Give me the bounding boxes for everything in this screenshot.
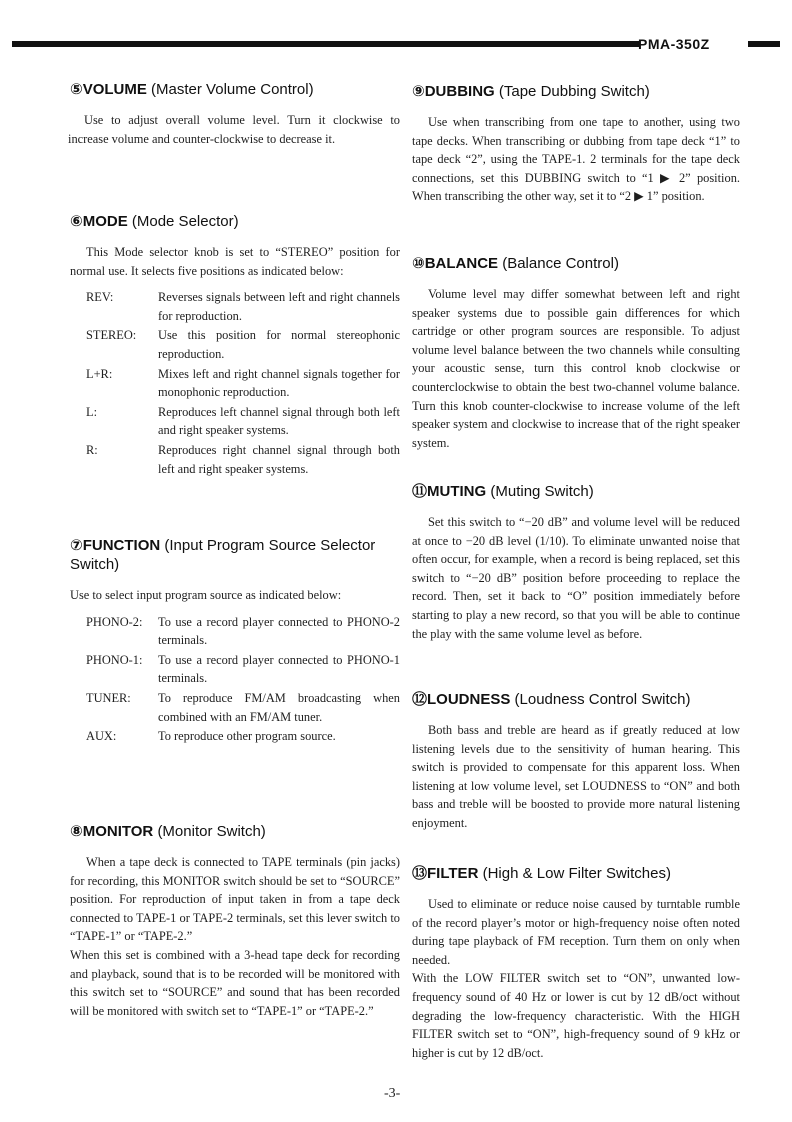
section-number: ⑨: [412, 83, 425, 100]
section-title: MUTING: [427, 483, 487, 500]
section-body: Set this switch to “−20 dB” and volume level will be reduced at once to −20 dB level (1/10). To eliminate unwanted noise that often occur, for example, when a record is being replaced, set this switch to “−20 dB” position before proceeding to replace the record. Then, set it back to “O” position immediately before starting to play a new record, so that you will be able to continue the play with the same volume level as before.: [412, 515, 740, 641]
item-term: STEREO:: [86, 328, 137, 343]
section-muting: [412, 482, 740, 643]
section-body: When this set is combined with a 3-head tape deck for recording and playback, sound that is to be recorded will be monitored with this switch set to “SOURCE” and sound that has been recorded will be monitored with switch set to “TAPE-1” or “TAPE-2.”: [70, 947, 400, 1018]
section-body: Used to eliminate or reduce noise caused by turntable rumble of the record player’s motor or high-frequency noise often noted during tape playback of FM reception. Turn them on only when needed.: [412, 897, 740, 967]
section-subtitle: (Input Program Source Selector Switch): [70, 537, 376, 573]
section-heading: [412, 482, 740, 501]
section-balance: [412, 254, 740, 452]
list-item: [70, 441, 400, 479]
header-bar: [12, 36, 780, 52]
section-heading: [412, 82, 740, 101]
list-item: [70, 288, 400, 326]
section-subtitle: (Balance Control): [502, 255, 619, 272]
section-number: ⑫: [412, 691, 428, 708]
section-intro: This Mode selector knob is set to “STEREO” position for normal use. It selects five positions as indicated below:: [70, 245, 400, 278]
section-subtitle: (Master Volume Control): [151, 81, 314, 98]
item-desc: To use a record player connected to PHONO-1 terminals.: [158, 652, 400, 686]
function-list: [70, 613, 400, 747]
item-term: REV:: [86, 290, 114, 305]
section-heading: [70, 80, 400, 99]
section-body: With the LOW FILTER switch set to “ON”, unwanted low-frequency sound of 40 Hz or lower is cut by 12 dB/oct without degrading the low-frequency characteristic. With the HIGH FILTER switch set to “ON”, high-frequency sound of 9 kHz or higher is cut by 12 dB/oct.: [412, 971, 740, 1060]
section-number: ⑪: [412, 483, 428, 500]
section-body: Volume level may differ somewhat between left and right speaker systems due to possible gain differences for which cartridge or other program sources are responsible. To adjust volume level balance between the two channels while consulting your acoustic sense, turn this control knob clockwise or counterclockwise to obtain the best two-channel volume balance. Turn this knob counter-clockwise to increase volume of the left speaker system and clockwise to increase that of the right speaker system.: [412, 287, 740, 450]
section-mode: [70, 212, 400, 479]
header-rule: [12, 41, 640, 47]
section-subtitle: (Muting Switch): [490, 483, 594, 500]
section-number: ⑤: [70, 81, 83, 98]
section-subtitle: (Tape Dubbing Switch): [498, 83, 650, 100]
section-subtitle: (High & Low Filter Switches): [482, 865, 671, 882]
section-function: [70, 536, 400, 747]
section-body: Both bass and treble are heard as if greatly reduced at low listening levels due to the sensitivity of human hearing. This switch is provided to compensate for this apparent loss. When listening at low volume level, set LOUDNESS to “ON” and both bass and treble will be boosted to provide more natural listening enjoyment.: [412, 723, 740, 830]
section-number: ⑬: [412, 865, 428, 882]
item-desc: Use this position for normal stereophonic reproduction.: [158, 328, 400, 361]
section-heading: [70, 822, 400, 841]
section-title: MONITOR: [82, 823, 154, 840]
section-subtitle: (Loudness Control Switch): [514, 691, 691, 708]
mode-list: [70, 288, 400, 479]
list-item: [70, 365, 400, 403]
header-rule-end: [748, 41, 780, 47]
section-number: ⑧: [70, 823, 83, 840]
section-title: LOUDNESS: [427, 691, 511, 708]
section-subtitle: (Monitor Switch): [157, 823, 266, 840]
item-term: AUX:: [86, 729, 117, 744]
item-term: PHONO-1:: [86, 652, 143, 667]
page-number: -3-: [384, 1086, 401, 1101]
item-term: L:: [86, 404, 98, 419]
item-desc: To reproduce other program source.: [158, 729, 336, 744]
section-number: ⑥: [70, 213, 83, 230]
section-volume: [70, 80, 400, 148]
section-title: BALANCE: [424, 255, 499, 272]
item-term: TUNER:: [86, 690, 131, 705]
item-term: PHONO-2:: [86, 614, 143, 629]
section-heading: [70, 212, 400, 231]
section-intro: Use to select input program source as indicated below:: [70, 588, 342, 602]
section-heading: [70, 536, 380, 574]
section-title: FILTER: [427, 865, 479, 882]
list-item: [70, 326, 400, 364]
section-title: VOLUME: [82, 81, 147, 98]
section-filter: [412, 864, 740, 1062]
section-body: Use to adjust overall volume level. Turn it clockwise to increase volume and counter-clockwise to decrease it.: [68, 113, 400, 146]
section-title: DUBBING: [424, 83, 495, 100]
section-body: When a tape deck is connected to TAPE terminals (pin jacks) for recording, this MONITOR switch should be set to “SOURCE” position. For reproduction of input taken in from a tape deck connected to TAPE-1 or TAPE-2 terminals, set this lever switch to “TAPE-1” or “TAPE-2.”: [70, 855, 400, 944]
item-desc: To use a record player connected to PHONO-2 terminals.: [158, 614, 400, 648]
section-monitor: [70, 822, 400, 1020]
item-desc: To reproduce FM/AM broadcasting when combined with an FM/AM tuner.: [158, 690, 400, 724]
item-desc: Reproduces right channel signal through both left and right speaker systems.: [158, 442, 400, 476]
section-number: ⑩: [412, 255, 425, 272]
list-item: [70, 689, 400, 727]
list-item: [70, 727, 400, 747]
list-item: [70, 613, 400, 651]
section-heading: [412, 254, 740, 273]
section-loudness: [412, 690, 740, 833]
item-term: R:: [86, 442, 98, 457]
item-desc: Mixes left and right channel signals together for monophonic reproduction.: [158, 366, 400, 400]
section-body: Use when transcribing from one tape to another, using two tape decks. When transcribing or dubbing from tape deck “1” to tape deck “2”, using the TAPE-1. 2 terminals for the tape deck connections, set this DUBBING switch to “1 ▶ 2” position. When transcribing the other way, set it to “2 ▶ 1” position.: [412, 115, 740, 204]
section-title: FUNCTION: [82, 537, 161, 554]
section-subtitle: (Mode Selector): [131, 213, 239, 230]
section-number: ⑦: [70, 537, 83, 554]
section-dubbing: [412, 82, 740, 206]
section-heading: [412, 864, 740, 883]
list-item: [70, 403, 400, 441]
list-item: [70, 651, 400, 689]
item-desc: Reproduces left channel signal through both left and right speaker systems.: [158, 404, 400, 438]
section-heading: [412, 690, 740, 709]
item-desc: Reverses signals between left and right channels for reproduction.: [158, 290, 400, 323]
item-term: L+R:: [86, 366, 113, 381]
model-name: PMA-350Z: [638, 36, 710, 52]
section-title: MODE: [82, 213, 128, 230]
